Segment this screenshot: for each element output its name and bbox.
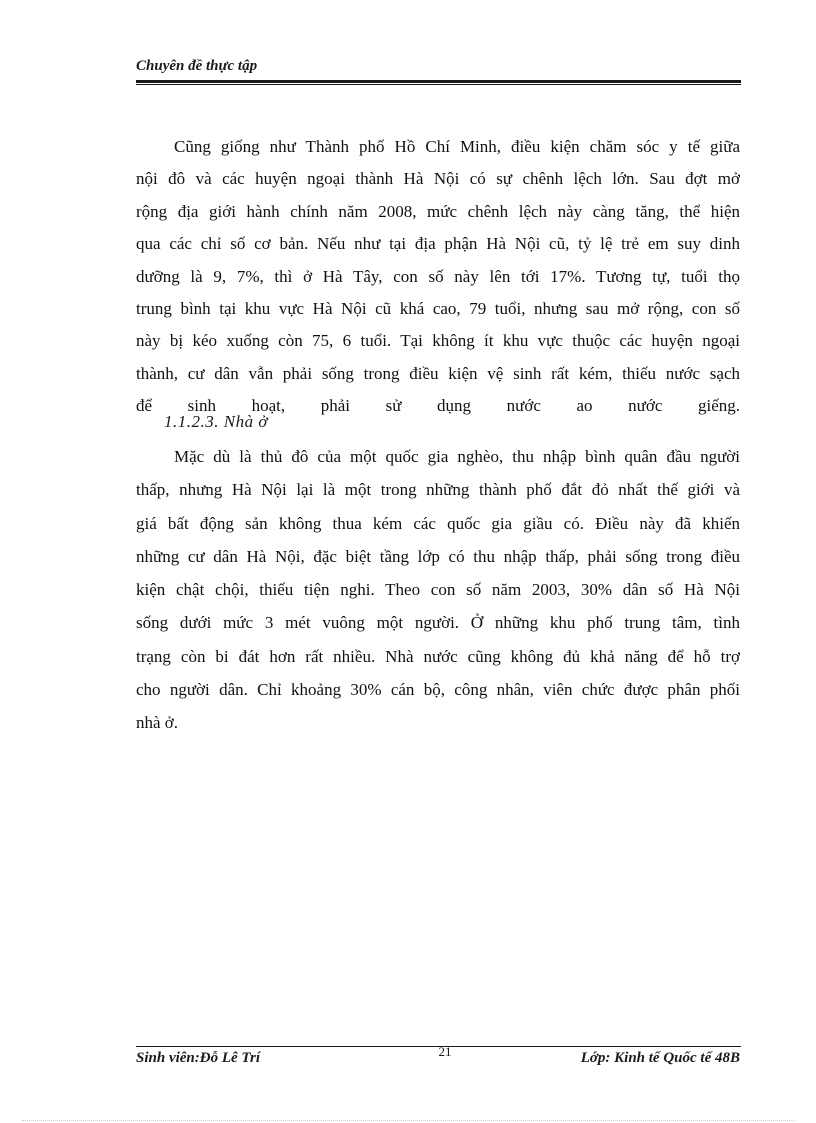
page-bottom-edge: [22, 1120, 794, 1121]
paragraph-housing: [136, 440, 740, 740]
text-line: trạng còn bi đát hơn rất nhiều. Nhà nước cũng không đủ khả năng để hỗ trợ: [136, 646, 740, 666]
section-heading: 1.1.2.3. Nhà ở: [164, 412, 268, 431]
text-line: cho người dân. Chỉ khoảng 30% cán bộ, công nhân, viên chức được phân phối: [136, 680, 740, 700]
text-line: Cũng giống như Thành phố Hồ Chí Minh, điều kiện chăm sóc y tế giữa: [174, 137, 740, 156]
text-line: trung bình tại khu vực Hà Nội cũ khá cao, 79 tuổi, nhưng sau mở rộng, con số: [136, 298, 740, 318]
header-title: Chuyên đề thực tập: [136, 58, 258, 74]
header-rule-thin: [136, 84, 741, 85]
footer-class: Lớp: Kinh tế Quốc tế 48B: [580, 1050, 740, 1066]
text-line: những cư dân Hà Nội, đặc biệt tầng lớp có thu nhập thấp, phải sống trong điều: [136, 546, 740, 566]
text-line: giá bất động sản không thua kém các quốc gia giầu có. Điều này đã khiến: [136, 513, 740, 533]
page-number: 21: [438, 1044, 452, 1059]
text-line: nhà ở.: [136, 713, 179, 733]
text-line: sống dưới mức 3 mét vuông một người. Ở những khu phố trung tâm, tình: [136, 613, 740, 633]
text-line: thấp, nhưng Hà Nội lại là một trong những thành phố đắt đỏ nhất thế giới và: [136, 480, 740, 500]
text-line: dưỡng là 9, 7%, thì ở Hà Tây, con số này lên tới 17%. Tương tự, tuổi thọ: [136, 266, 740, 286]
paragraph-health-care: [136, 131, 740, 423]
footer-student-name: Sinh viên:Đỗ Lê Trí: [136, 1050, 261, 1066]
text-line: qua các chỉ số cơ bản. Nếu như tại địa phận Hà Nội cũ, tỷ lệ trẻ em suy dinh: [136, 234, 740, 254]
text-line: để sinh hoạt, phải sử dụng nước ao nước giếng.: [136, 396, 740, 416]
text-line: Mặc dù là thủ đô của một quốc gia nghèo, thu nhập bình quân đầu người: [174, 447, 740, 466]
text-line: kiện chật chội, thiếu tiện nghi. Theo con số năm 2003, 30% dân số Hà Nội: [136, 580, 740, 600]
text-line: nội đô và các huyện ngoại thành Hà Nội có sự chênh lệch lớn. Sau đợt mở: [136, 169, 740, 189]
text-line: thành, cư dân vẫn phải sống trong điều kiện vệ sinh rất kém, thiếu nước sạch: [136, 363, 740, 383]
text-line: rộng địa giới hành chính năm 2008, mức chênh lệch này càng tăng, thể hiện: [136, 201, 740, 221]
header-rule: [136, 80, 741, 83]
text-line: này bị kéo xuống còn 75, 6 tuổi. Tại không ít khu vực thuộc các huyện ngoại: [136, 331, 740, 351]
